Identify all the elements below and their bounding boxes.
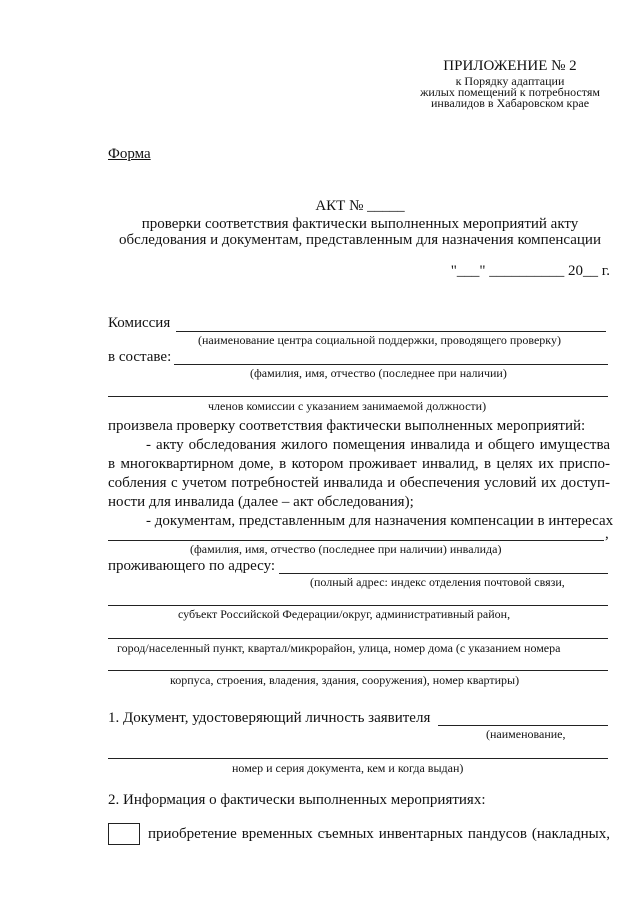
address-hint-4: корпуса, строения, владения, здания, сооружения), номер квартиры)	[170, 673, 520, 687]
composition-hint: (фамилия, имя, отчество (последнее при наличии)	[250, 366, 507, 380]
appendix-line-1: к Порядку адаптации	[455, 74, 565, 88]
members-field	[108, 396, 608, 397]
composition-label: в составе:	[108, 349, 172, 365]
item1-line-3: собления с учетом потребностей инвалида и обеспечения условий их доступ-	[108, 475, 610, 491]
form-label: Форма	[108, 146, 151, 162]
item2-text: - документам, представленным для назначения компенсации в интересах	[146, 513, 614, 529]
section2-label: 2. Информация о фактически выполненных мероприятиях:	[108, 792, 486, 808]
section1-field	[438, 725, 608, 726]
address-field-1	[279, 573, 608, 574]
address-field-2	[108, 605, 608, 606]
address-hint-1: (полный адрес: индекс отделения почтовой связи,	[310, 575, 565, 589]
act-subtitle-1: проверки соответствия фактически выполненных мероприятий акту	[141, 216, 579, 232]
appendix-line-3: инвалидов в Хабаровском крае	[430, 96, 590, 110]
section1-hint-2: номер и серия документа, кем и когда выдан)	[232, 761, 464, 775]
appendix-line-2: жилых помещений к потребностям	[420, 85, 600, 99]
item1-line-4: ности для инвалида (далее – акт обследования);	[108, 494, 414, 510]
commission-hint: (наименование центра социальной поддержки, проводящего проверку)	[198, 333, 561, 347]
address-label: проживающего по адресу:	[108, 558, 276, 574]
members-hint: членов комиссии с указанием занимаемой должности)	[208, 399, 487, 413]
comma: ,	[605, 526, 609, 542]
address-hint-2: субъект Российской Федерации/округ, административный район,	[178, 607, 511, 621]
address-hint-3: город/населенный пункт, квартал/микрорайон, улица, номер дома (с указанием номера	[117, 641, 561, 655]
act-subtitle-2: обследования и документам, представленным для назначения компенсации	[119, 232, 601, 248]
act-title: АКТ № _____	[315, 198, 405, 214]
section2-item: приобретение временных съемных инвентарных пандусов (накладных,	[148, 826, 610, 842]
item1-line-2: в многоквартирном доме, в котором проживает инвалид, в целях их приспо-	[108, 456, 610, 472]
composition-field	[174, 364, 608, 365]
item1-line-1: - акту обследования жилого помещения инвалида и общего имущества	[146, 437, 610, 453]
intro-text: произвела проверку соответствия фактически выполненных мероприятий:	[108, 418, 586, 434]
address-field-3	[108, 638, 608, 639]
act-date: "___" __________ 20__ г.	[450, 263, 610, 279]
invalid-name-field	[108, 540, 604, 541]
section2-checkbox[interactable]	[108, 823, 140, 845]
invalid-hint: (фамилия, имя, отчество (последнее при наличии) инвалида)	[190, 542, 502, 556]
commission-field	[176, 331, 606, 332]
commission-label: Комиссия	[108, 315, 171, 331]
appendix-title: ПРИЛОЖЕНИЕ № 2	[443, 58, 577, 74]
section1-field-2	[108, 758, 608, 759]
section1-label: 1. Документ, удостоверяющий личность заявителя	[108, 710, 431, 726]
address-field-4	[108, 670, 608, 671]
section1-hint-1: (наименование,	[486, 727, 566, 741]
